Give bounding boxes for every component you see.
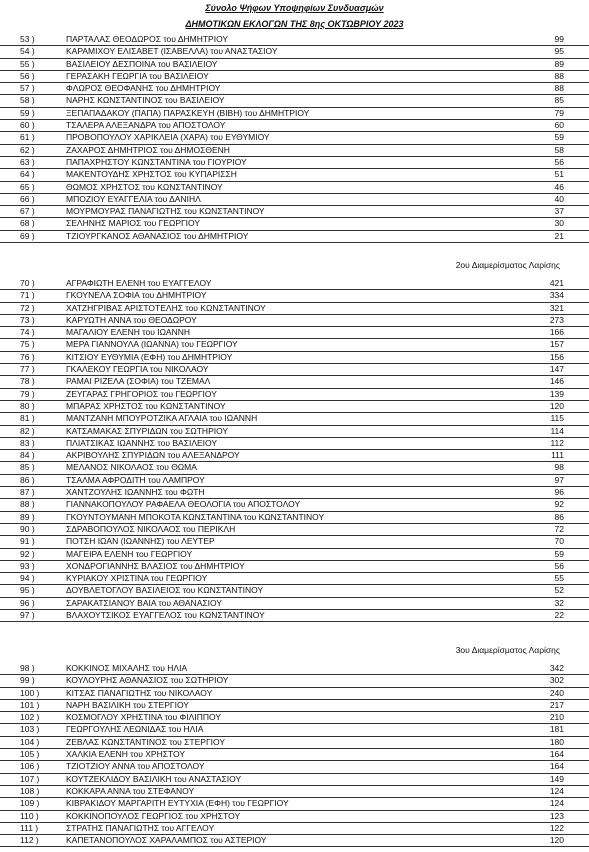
candidate-name: ΚΙΤΣΙΟΥ ΕΥΘΥΜΙΑ (ΕΦΗ) του ΔΗΜΗΤΡΙΟΥ <box>66 351 233 362</box>
candidate-number: 75 ) <box>20 339 35 350</box>
candidate-number: 54 ) <box>20 46 35 57</box>
candidate-votes: 52 <box>554 585 564 596</box>
candidate-name: ΚΑΡΥΩΤΗ ΑΝΝΑ του ΘΕΟΔΩΡΟΥ <box>66 314 197 325</box>
candidate-name: ΘΩΜΟΣ ΧΡΗΣΤΟΣ του ΚΩΝΣΤΑΝΤΙΝΟΥ <box>66 181 223 192</box>
section-2 <box>0 278 589 622</box>
candidate-votes: 147 <box>549 364 564 375</box>
table-row <box>0 327 589 339</box>
candidate-name: ΓΙΑΝΝΑΚΟΠΟΥΛΟΥ ΡΑΦΑΕΛΑ ΘΕΟΛΟΓΙΑ του ΑΠΟΣΤΟΛΟΥ <box>66 499 301 510</box>
candidate-number: 95 ) <box>20 585 35 596</box>
candidate-number: 56 ) <box>20 70 35 81</box>
table-row <box>0 688 589 700</box>
candidate-votes: 88 <box>554 70 564 81</box>
candidate-number: 69 ) <box>20 230 35 241</box>
candidate-votes: 210 <box>549 712 564 723</box>
candidate-name: ΚΑΤΣΑΜΑΚΑΣ ΣΠΥΡΙΔΩΝ του ΣΩΤΗΡΙΟΥ <box>66 425 229 436</box>
candidate-number: 67 ) <box>20 206 35 217</box>
candidate-number: 57 ) <box>20 83 35 94</box>
candidate-name: ΣΑΡΑΚΑΤΣΙΑΝΟΥ ΒΑΙΑ του ΑΘΑΝΑΣΙΟΥ <box>66 597 222 608</box>
candidate-number: 84 ) <box>20 450 35 461</box>
table-row <box>0 737 589 749</box>
candidate-number: 99 ) <box>20 675 35 686</box>
candidate-number: 63 ) <box>20 156 35 167</box>
candidate-votes: 72 <box>554 523 564 534</box>
candidate-votes: 157 <box>549 339 564 350</box>
table-row <box>0 71 589 83</box>
candidate-name: ΜΟΥΡΜΟΥΡΑΣ ΠΑΝΑΓΙΩΤΗΣ του ΚΩΝΣΤΑΝΤΙΝΟΥ <box>66 206 265 217</box>
table-row <box>0 475 589 487</box>
candidate-name: ΖΑΧΑΡΟΣ ΔΗΜΗΤΡΙΟΣ του ΔΗΜΟΣΘΕΝΗ <box>66 144 230 155</box>
candidate-number: 60 ) <box>20 120 35 131</box>
candidate-name: ΧΟΝΔΡΟΓΙΑΝΝΗΣ ΒΛΑΣΙΟΣ του ΔΗΜΗΤΡΙΟΥ <box>66 560 245 571</box>
table-row <box>0 132 589 144</box>
candidate-name: ΤΖΙΟΥΡΓΚΑΝΟΣ ΑΘΑΝΑΣΙΟΣ του ΔΗΜΗΤΡΙΟΥ <box>66 230 249 241</box>
table-row <box>0 401 589 413</box>
candidate-name: ΠΟΤΣΗ ΙΩΑΝ (ΙΩΑΝΝΗΣ) του ΛΕΥΤΕΡ <box>66 536 215 547</box>
candidate-name: ΚΑΠΕΤΑΝΟΠΟΥΛΟΣ ΧΑΡΑΛΑΜΠΟΣ του ΑΣΤΕΡΙΟΥ <box>66 835 267 846</box>
table-row <box>0 561 589 573</box>
candidate-votes: 124 <box>549 798 564 809</box>
table-row <box>0 206 589 218</box>
candidate-votes: 79 <box>554 107 564 118</box>
candidate-number: 61 ) <box>20 132 35 143</box>
candidate-name: ΣΤΡΑΤΗΣ ΠΑΝΑΓΙΩΤΗΣ του ΑΓΓΕΛΟΥ <box>66 822 215 833</box>
candidate-votes: 120 <box>549 835 564 846</box>
section-3 <box>0 663 589 847</box>
candidate-name: ΓΕΡΑΣΑΚΗ ΓΕΩΡΓΙΑ του ΒΑΣΙΛΕΙΟΥ <box>66 70 209 81</box>
candidate-number: 82 ) <box>20 425 35 436</box>
candidate-name: ΠΑΠΑΧΡΗΣΤΟΥ ΚΩΝΣΤΑΝΤΙΝΑ του ΓΙΟΥΡΙΟΥ <box>66 156 247 167</box>
candidate-number: 72 ) <box>20 302 35 313</box>
table-row <box>0 278 589 290</box>
candidate-number: 87 ) <box>20 487 35 498</box>
candidate-name: ΖΕΒΛΑΣ ΚΩΝΣΤΑΝΤΙΝΟΣ του ΣΤΕΡΓΙΟΥ <box>66 736 226 747</box>
document-title: Σύνολο Ψήφων Υποψηφίων Συνδυασμών <box>205 3 384 13</box>
candidate-votes: 46 <box>554 181 564 192</box>
table-row <box>0 438 589 450</box>
candidate-name: ΒΛΑΧΟΥΤΣΙΚΟΣ ΕΥΑΓΓΕΛΟΣ του ΚΩΝΣΤΑΝΤΙΝΟΥ <box>66 610 265 621</box>
candidate-votes: 22 <box>554 610 564 621</box>
table-row <box>0 339 589 351</box>
candidate-votes: 123 <box>549 810 564 821</box>
section-1 <box>0 34 589 243</box>
candidate-name: ΡΑΜΑΙ ΡΙΖΕΛΑ (ΣΟΦΙΑ) του ΤΖΕΜΑΛ <box>66 376 211 387</box>
candidate-votes: 112 <box>550 437 564 448</box>
candidate-number: 94 ) <box>20 573 35 584</box>
table-row <box>0 426 589 438</box>
candidate-number: 74 ) <box>20 327 35 338</box>
table-row <box>0 157 589 169</box>
table-row <box>0 675 589 687</box>
table-row <box>0 761 589 773</box>
candidate-number: 78 ) <box>20 376 35 387</box>
section-title: 3ου Διαμερίσματος Λαρίσης <box>455 645 560 655</box>
table-row <box>0 798 589 810</box>
candidate-name: ΚΙΒΡΑΚΙΔΟΥ ΜΑΡΓΑΡΙΤΗ ΕΥΤΥΧΙΑ (ΕΦΗ) του ΓΕΩΡΓΙΟΥ <box>66 798 289 809</box>
table-row <box>0 823 589 835</box>
table-row <box>0 364 589 376</box>
candidate-number: 102 ) <box>20 712 40 723</box>
candidate-name: ΜΠΟΖΙΟΥ ΕΥΑΓΓΕΛΙΑ του ΔΑΝΙΗΛ <box>66 193 201 204</box>
candidate-number: 80 ) <box>20 400 35 411</box>
candidate-votes: 98 <box>554 462 564 473</box>
candidate-number: 79 ) <box>20 388 35 399</box>
candidate-votes: 164 <box>549 761 564 772</box>
candidate-votes: 122 <box>549 822 564 833</box>
candidate-name: ΤΣΑΛΕΡΑ ΑΛΕΞΑΝΔΡΑ του ΑΠΟΣΤΟΛΟΥ <box>66 120 226 131</box>
candidate-number: 93 ) <box>20 560 35 571</box>
table-row <box>0 389 589 401</box>
candidate-votes: 85 <box>554 95 564 106</box>
candidate-votes: 56 <box>554 156 564 167</box>
candidate-name: ΝΑΡΗΣ ΚΩΝΣΤΑΝΤΙΝΟΣ του ΒΑΣΙΛΕΙΟΥ <box>66 95 225 106</box>
candidate-number: 77 ) <box>20 364 35 375</box>
candidate-votes: 334 <box>549 290 564 301</box>
candidate-name: ΜΑΚΕΝΤΟΥΔΗΣ ΧΡΗΣΤΟΣ του ΚΥΠΑΡΙΣΣΗ <box>66 169 237 180</box>
candidate-number: 110 ) <box>20 810 39 821</box>
candidate-name: ΚΟΚΚΙΝΟΣ ΜΙΧΑΛΗΣ του ΗΛΙΑ <box>66 663 188 673</box>
candidate-number: 85 ) <box>20 462 35 473</box>
candidate-name: ΚΑΡΑΜΙΧΟΥ ΕΛΙΣΑΒΕΤ (ΙΣΑΒΕΛΛΑ) του ΑΝΑΣΤΑΣΙΟΥ <box>66 46 278 57</box>
candidate-votes: 273 <box>549 314 564 325</box>
candidate-votes: 40 <box>554 193 564 204</box>
candidate-number: 108 ) <box>20 785 40 796</box>
candidate-number: 53 ) <box>20 34 35 44</box>
candidate-number: 106 ) <box>20 761 40 772</box>
candidate-name: ΓΚΟΥΝΤΟΥΜΑΝΗ ΜΠΟΚΟΤΑ ΚΩΝΣΤΑΝΤΙΝΑ του ΚΩΝΣΤΑΝΤΙΝΟΥ <box>66 511 325 522</box>
candidate-name: ΖΕΥΓΑΡΑΣ ΓΡΗΓΟΡΙΟΣ του ΓΕΩΡΓΙΟΥ <box>66 388 217 399</box>
candidate-number: 105 ) <box>20 749 40 760</box>
candidate-name: ΜΑΝΤΖΑΝΗ ΜΠΟΥΡΟΤΖΙΚΑ ΑΓΛΑΙΑ του ΙΩΑΝΝΗ <box>66 413 258 424</box>
table-row <box>0 499 589 511</box>
candidate-name: ΠΑΡΤΑΛΑΣ ΘΕΟΔΩΡΟΣ του ΔΗΜΗΤΡΙΟΥ <box>66 34 229 44</box>
candidate-votes: 95 <box>554 46 564 57</box>
candidate-number: 109 ) <box>20 798 40 809</box>
candidate-name: ΤΖΙΟΤΖΙΟΥ ΑΝΝΑ του ΑΠΟΣΤΟΛΟΥ <box>66 761 205 772</box>
section-title: 2ου Διαμερίσματος Λαρίσης <box>455 260 560 270</box>
candidate-number: 90 ) <box>20 523 35 534</box>
candidate-votes: 149 <box>549 773 564 784</box>
candidate-number: 65 ) <box>20 181 35 192</box>
candidate-number: 68 ) <box>20 218 35 229</box>
table-row <box>0 83 589 95</box>
candidate-name: ΧΑΤΖΗΓΡΙΒΑΣ ΑΡΙΣΤΟΤΕΛΗΣ του ΚΩΝΣΤΑΝΤΙΝΟΥ <box>66 302 266 313</box>
table-row <box>0 749 589 761</box>
table-row <box>0 610 589 622</box>
table-row <box>0 145 589 157</box>
candidate-votes: 99 <box>554 34 564 44</box>
candidate-votes: 180 <box>549 736 564 747</box>
candidate-number: 112 ) <box>20 835 39 846</box>
table-row <box>0 376 589 388</box>
candidate-votes: 60 <box>554 120 564 131</box>
candidate-votes: 421 <box>549 278 564 288</box>
candidate-votes: 51 <box>554 169 564 180</box>
candidate-name: ΚΟΥΤΖΕΚΛΙΔΟΥ ΒΑΣΙΛΙΚΗ του ΑΝΑΣΤΑΣΙΟΥ <box>66 773 242 784</box>
table-row <box>0 573 589 585</box>
candidate-number: 104 ) <box>20 736 40 747</box>
candidate-number: 66 ) <box>20 193 35 204</box>
candidate-votes: 321 <box>549 302 564 313</box>
candidate-votes: 115 <box>550 413 564 424</box>
table-row <box>0 352 589 364</box>
candidate-votes: 166 <box>549 327 564 338</box>
candidate-number: 62 ) <box>20 144 35 155</box>
candidate-votes: 181 <box>549 724 564 735</box>
candidate-name: ΣΕΛΗΝΗΣ ΜΑΡΙΟΣ του ΓΕΩΡΓΙΟΥ <box>66 218 201 229</box>
candidate-votes: 97 <box>554 474 564 485</box>
candidate-number: 70 ) <box>20 278 35 288</box>
table-row <box>0 450 589 462</box>
candidate-name: ΓΕΩΡΓΟΥΛΗΣ ΛΕΩΝΙΔΑΣ του ΗΛΙΑ <box>66 724 204 735</box>
table-row <box>0 303 589 315</box>
candidate-number: 55 ) <box>20 58 35 69</box>
candidate-votes: 146 <box>549 376 564 387</box>
table-row <box>0 108 589 120</box>
candidate-name: ΜΑΓΕΙΡΑ ΕΛΕΝΗ του ΓΕΩΡΓΙΟΥ <box>66 548 193 559</box>
table-row <box>0 663 589 675</box>
candidate-votes: 96 <box>554 487 564 498</box>
document-subtitle: ΔΗΜΟΤΙΚΩΝ ΕΚΛΟΓΩΝ ΤΗΣ 8ης ΟΚΤΩΒΡΙΟΥ 2023 <box>185 19 404 29</box>
table-row <box>0 413 589 425</box>
candidate-number: 96 ) <box>20 597 35 608</box>
candidate-votes: 240 <box>549 687 564 698</box>
candidate-number: 76 ) <box>20 351 35 362</box>
candidate-name: ΑΓΡΑΦΙΩΤΗ ΕΛΕΝΗ του ΕΥΑΓΓΕΛΟΥ <box>66 278 212 288</box>
table-row <box>0 218 589 230</box>
candidate-name: ΜΕΛΑΝΟΣ ΝΙΚΟΛΑΟΣ του ΘΩΜΑ <box>66 462 197 473</box>
table-row <box>0 524 589 536</box>
candidate-votes: 59 <box>554 548 564 559</box>
candidate-votes: 120 <box>549 400 564 411</box>
table-row <box>0 169 589 181</box>
table-row <box>0 182 589 194</box>
candidate-number: 98 ) <box>20 663 35 673</box>
table-row <box>0 290 589 302</box>
table-row <box>0 585 589 597</box>
candidate-name: ΣΔΡΑΒΟΠΟΥΛΟΣ ΝΙΚΟΛΑΟΣ του ΠΕΡΙΚΛΗ <box>66 523 236 534</box>
candidate-number: 88 ) <box>20 499 35 510</box>
candidate-number: 73 ) <box>20 314 35 325</box>
candidate-votes: 86 <box>554 511 564 522</box>
candidate-name: ΓΚΑΛΕΚΟΥ ΓΕΩΡΓΙΑ του ΝΙΚΟΛΑΟΥ <box>66 364 209 375</box>
candidate-name: ΚΟΥΛΟΥΡΗΣ ΑΘΑΝΑΣΙΟΣ του ΣΩΤΗΡΙΟΥ <box>66 675 229 686</box>
table-row <box>0 462 589 474</box>
table-row <box>0 512 589 524</box>
candidate-votes: 58 <box>554 144 564 155</box>
candidate-votes: 59 <box>554 132 564 143</box>
table-row <box>0 194 589 206</box>
candidate-name: ΝΑΡΗ ΒΑΣΙΛΙΚΗ του ΣΤΕΡΓΙΟΥ <box>66 699 189 710</box>
table-row <box>0 724 589 736</box>
candidate-number: 91 ) <box>20 536 35 547</box>
candidate-name: ΚΥΡΙΑΚΟΥ ΧΡΙΣΤΙΝΑ του ΓΕΩΡΓΙΟΥ <box>66 573 208 584</box>
candidate-name: ΠΡΟΒΟΠΟΥΛΟΥ ΧΑΡΙΚΛΕΙΑ (ΧΑΡΑ) του ΕΥΘΥΜΙΟΥ <box>66 132 270 143</box>
candidate-votes: 37 <box>554 206 564 217</box>
candidate-number: 58 ) <box>20 95 35 106</box>
candidate-votes: 114 <box>550 425 564 436</box>
table-row <box>0 598 589 610</box>
candidate-votes: 156 <box>549 351 564 362</box>
table-row <box>0 315 589 327</box>
candidate-votes: 164 <box>549 749 564 760</box>
candidate-number: 81 ) <box>20 413 35 424</box>
candidate-name: ΧΑΛΚΙΑ ΕΛΕΝΗ του ΧΡΗΣΤΟΥ <box>66 749 186 760</box>
candidate-number: 89 ) <box>20 511 35 522</box>
candidate-number: 100 ) <box>20 687 40 698</box>
candidate-name: ΑΚΡΙΒΟΥΛΗΣ ΣΠΥΡΙΔΩΝ του ΑΛΕΞΑΝΔΡΟΥ <box>66 450 240 461</box>
candidate-name: ΒΑΣΙΛΕΙΟΥ ΔΕΣΠΟΙΝΑ του ΒΑΣΙΛΕΙΟΥ <box>66 58 218 69</box>
candidate-name: ΜΑΓΑΛΙΟΥ ΕΛΕΝΗ του ΙΩΑΝΝΗ <box>66 327 191 338</box>
candidate-name: ΞΕΠΑΠΑΔΑΚΟΥ (ΠΑΠΑ) ΠΑΡΑΣΚΕΥΗ (ΒΙΒΗ) του ΔΗΜΗΤΡΙΟΥ <box>66 107 310 118</box>
candidate-name: ΓΚΟΥΝΕΛΑ ΣΟΦΙΑ του ΔΗΜΗΤΡΙΟΥ <box>66 290 207 301</box>
candidate-number: 103 ) <box>20 724 40 735</box>
candidate-name: ΚΟΚΚΙΝΟΠΟΥΛΟΣ ΓΕΩΡΓΙΟΣ του ΧΡΗΣΤΟΥ <box>66 810 241 821</box>
candidate-votes: 92 <box>554 499 564 510</box>
table-row <box>0 835 589 847</box>
candidate-name: ΚΟΚΚΑΡΑ ΑΝΝΑ του ΣΤΕΦΑΝΟΥ <box>66 785 195 796</box>
table-row <box>0 120 589 132</box>
candidate-number: 83 ) <box>20 437 35 448</box>
candidate-votes: 124 <box>549 785 564 796</box>
candidate-votes: 56 <box>554 560 564 571</box>
candidate-name: ΔΟΥΒΛΕΤΟΓΛΟΥ ΒΑΣΙΛΕΙΟΣ του ΚΩΝΣΤΑΝΤΙΝΟΥ <box>66 585 264 596</box>
candidate-number: 86 ) <box>20 474 35 485</box>
table-row <box>0 59 589 71</box>
table-row <box>0 549 589 561</box>
candidate-votes: 55 <box>554 573 564 584</box>
table-row <box>0 46 589 58</box>
candidate-votes: 111 <box>551 450 564 461</box>
candidate-number: 71 ) <box>20 290 35 301</box>
candidate-name: ΠΛΙΑΤΣΙΚΑΣ ΙΩΑΝΝΗΣ του ΒΑΣΙΛΕΙΟΥ <box>66 437 218 448</box>
candidate-name: ΚΟΣΜΟΓΛΟΥ ΧΡΗΣΤΙΝΑ του ΦΙΛΙΠΠΟΥ <box>66 712 222 723</box>
candidate-votes: 139 <box>549 388 564 399</box>
candidate-name: ΧΑΝΤΖΟΥΛΗΣ ΙΩΑΝΝΗΣ του ΦΩΤΗ <box>66 487 205 498</box>
table-row <box>0 231 589 243</box>
candidate-number: 92 ) <box>20 548 35 559</box>
candidate-votes: 32 <box>554 597 564 608</box>
candidate-votes: 217 <box>549 699 564 710</box>
candidate-name: ΤΣΑΛΜΑ ΑΦΡΟΔΙΤΗ του ΛΑΜΠΡΟΥ <box>66 474 205 485</box>
table-row <box>0 536 589 548</box>
table-row <box>0 700 589 712</box>
candidate-votes: 89 <box>554 58 564 69</box>
candidate-number: 107 ) <box>20 773 40 784</box>
candidate-name: ΜΠΑΡΑΣ ΧΡΗΣΤΟΣ του ΚΩΝΣΤΑΝΤΙΝΟΥ <box>66 400 226 411</box>
candidate-votes: 30 <box>554 218 564 229</box>
candidate-number: 97 ) <box>20 610 35 621</box>
table-row <box>0 786 589 798</box>
candidate-votes: 21 <box>554 230 564 241</box>
table-row <box>0 95 589 107</box>
candidate-number: 64 ) <box>20 169 35 180</box>
table-row <box>0 34 589 46</box>
candidate-votes: 342 <box>549 663 564 673</box>
table-row <box>0 487 589 499</box>
table-row <box>0 811 589 823</box>
candidate-name: ΚΙΤΣΑΣ ΠΑΝΑΓΙΩΤΗΣ του ΝΙΚΟΛΑΟΥ <box>66 687 213 698</box>
candidate-number: 59 ) <box>20 107 35 118</box>
candidate-number: 101 ) <box>20 699 40 710</box>
table-row <box>0 712 589 724</box>
candidate-votes: 70 <box>554 536 564 547</box>
table-row <box>0 774 589 786</box>
candidate-votes: 88 <box>554 83 564 94</box>
candidate-name: ΜΕΡΑ ΓΙΑΝΝΟΥΛΑ (ΙΩΑΝΝΑ) του ΓΕΩΡΓΙΟΥ <box>66 339 238 350</box>
candidate-number: 111 ) <box>20 822 39 833</box>
candidate-votes: 302 <box>549 675 564 686</box>
candidate-name: ΦΛΩΡΟΣ ΘΕΟΦΑΝΗΣ του ΔΗΜΗΤΡΙΟΥ <box>66 83 221 94</box>
